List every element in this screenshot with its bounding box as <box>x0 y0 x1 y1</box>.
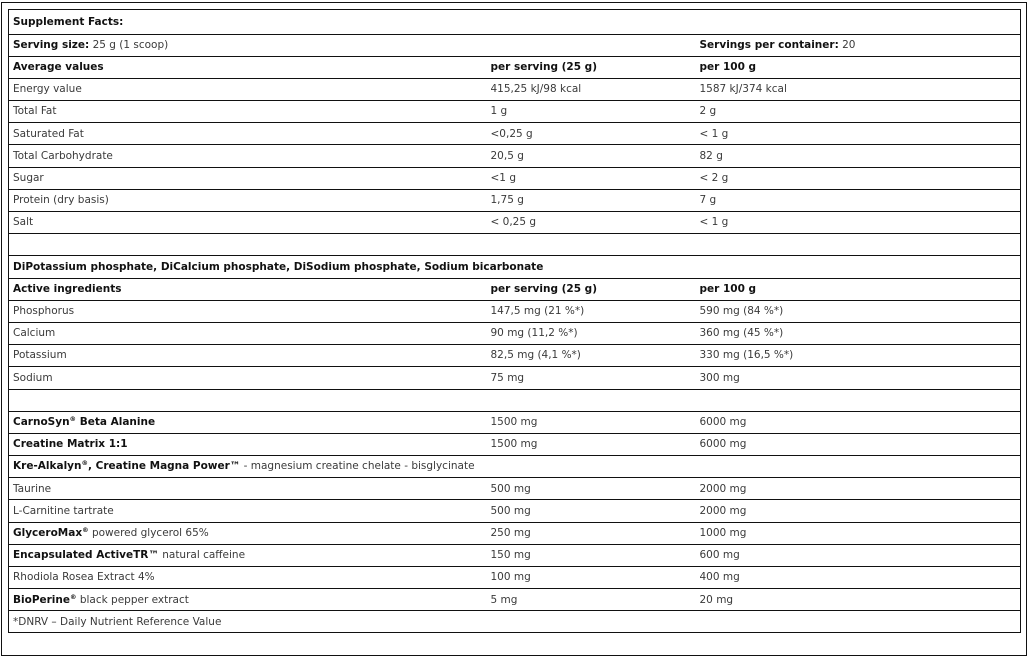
per-100g-value: 6000 mg <box>696 411 1021 433</box>
ingredient-name: Calcium <box>9 322 487 344</box>
registered-mark: ® <box>82 525 89 534</box>
table-title: Supplement Facts: <box>9 10 1021 35</box>
ingredient-name <box>9 456 1021 478</box>
serving-size <box>9 34 696 56</box>
column-header-per-serving: per serving (25 g) <box>487 278 696 300</box>
per-100g-value: 20 mg <box>696 589 1021 611</box>
spacer-row <box>9 234 1021 256</box>
servings-per-container-label: Servings per container: <box>699 38 839 51</box>
table-row <box>9 123 1021 145</box>
per-serving-value: 150 mg <box>487 544 696 566</box>
table-row <box>9 101 1021 123</box>
column-header-per-serving: per serving (25 g) <box>487 56 696 78</box>
ingredient-description: black pepper extract <box>76 593 189 606</box>
ingredient-brand: Encapsulated ActiveTR™ <box>13 549 159 562</box>
ingredient-name <box>9 433 487 455</box>
per-100g-value: 300 mg <box>696 367 1021 389</box>
per-100g-value: < 1 g <box>696 212 1021 234</box>
table-row <box>9 300 1021 322</box>
ingredient-name: Total Carbohydrate <box>9 145 487 167</box>
per-serving-value: 1,75 g <box>487 189 696 211</box>
per-100g-value: 360 mg (45 %*) <box>696 322 1021 344</box>
per-serving-value: 1500 mg <box>487 411 696 433</box>
ingredient-name: Protein (dry basis) <box>9 189 487 211</box>
registered-mark: ® <box>70 592 77 601</box>
ingredient-description: powered glycerol 65% <box>88 526 209 539</box>
active-rows <box>9 411 1021 611</box>
table-row <box>9 167 1021 189</box>
per-100g-value: 2000 mg <box>696 478 1021 500</box>
serving-size-label: Serving size: <box>13 38 90 51</box>
footnote: *DNRV – Daily Nutrient Reference Value <box>13 615 222 628</box>
per-100g-value: 400 mg <box>696 567 1021 589</box>
ingredient-name: Sodium <box>9 367 487 389</box>
column-header-per-100g: per 100 g <box>696 56 1021 78</box>
per-serving-value: 415,25 kJ/98 kcal <box>487 78 696 100</box>
per-serving-value: < 0,25 g <box>487 212 696 234</box>
ingredient-name <box>9 567 487 589</box>
table-row <box>9 567 1021 589</box>
table-row <box>9 78 1021 100</box>
ingredient-name: Phosphorus <box>9 300 487 322</box>
footnote-row <box>9 611 1021 633</box>
ingredient-name <box>9 522 487 544</box>
ingredient-description: Rhodiola Rosea Extract 4% <box>13 571 155 584</box>
ingredient-brand: BioPerine <box>13 593 71 606</box>
table-row <box>9 478 1021 500</box>
ingredient-description: Taurine <box>13 482 52 495</box>
table-row <box>9 145 1021 167</box>
table-row <box>9 345 1021 367</box>
per-serving-value: 82,5 mg (4,1 %*) <box>487 345 696 367</box>
spacer-row <box>9 389 1021 411</box>
per-100g-value: 2000 mg <box>696 500 1021 522</box>
ingredient-name <box>9 500 487 522</box>
per-serving-value: 75 mg <box>487 367 696 389</box>
servings-per-container-value: 20 <box>838 38 856 51</box>
table-row <box>9 212 1021 234</box>
per-serving-value: 250 mg <box>487 522 696 544</box>
per-100g-value: 7 g <box>696 189 1021 211</box>
ingredient-description: natural caffeine <box>158 549 246 562</box>
per-serving-value: 5 mg <box>487 589 696 611</box>
per-serving-value: <1 g <box>487 167 696 189</box>
mineral-blend-row <box>9 256 1021 278</box>
ingredient-name: Saturated Fat <box>9 123 487 145</box>
nutrition-rows <box>9 78 1021 233</box>
ingredient-brand: Kre-Alkalyn <box>13 460 82 473</box>
ingredient-brand: Creatine Matrix 1:1 <box>13 438 128 451</box>
ingredient-name: Total Fat <box>9 101 487 123</box>
per-serving-value: 90 mg (11,2 %*) <box>487 322 696 344</box>
per-serving-value: 147,5 mg (21 %*) <box>487 300 696 322</box>
per-serving-value: 1 g <box>487 101 696 123</box>
per-100g-value: 2 g <box>696 101 1021 123</box>
ingredient-brand-rest: Beta Alanine <box>76 416 156 429</box>
table-row <box>9 322 1021 344</box>
supplement-facts-table <box>8 9 1021 633</box>
table-row <box>9 411 1021 433</box>
per-100g-value: 1587 kJ/374 kcal <box>696 78 1021 100</box>
ingredient-name: Energy value <box>9 78 487 100</box>
nutrition-header-row <box>9 56 1021 78</box>
ingredient-name: Potassium <box>9 345 487 367</box>
column-header-label: Average values <box>9 56 487 78</box>
ingredient-description: L-Carnitine tartrate <box>13 504 114 517</box>
per-serving-value: 1500 mg <box>487 433 696 455</box>
ingredient-name <box>9 478 487 500</box>
serving-row <box>9 34 1021 56</box>
table-row <box>9 544 1021 566</box>
ingredient-brand-rest: , Creatine Magna Power™ <box>88 460 241 473</box>
ingredient-name: Sugar <box>9 167 487 189</box>
title-row <box>9 10 1021 35</box>
table-row <box>9 456 1021 478</box>
registered-mark: ® <box>69 415 77 424</box>
registered-mark: ® <box>81 459 89 468</box>
serving-size-value: 25 g (1 scoop) <box>89 38 169 51</box>
ingredient-brand: CarnoSyn <box>13 416 70 429</box>
table-row <box>9 500 1021 522</box>
per-serving-value: 20,5 g <box>487 145 696 167</box>
table-row <box>9 589 1021 611</box>
ingredient-brand: GlyceroMax <box>13 526 83 539</box>
per-100g-value: 1000 mg <box>696 522 1021 544</box>
per-100g-value: < 1 g <box>696 123 1021 145</box>
table-row <box>9 522 1021 544</box>
table-row <box>9 189 1021 211</box>
ingredient-name: Salt <box>9 212 487 234</box>
per-serving-value: 100 mg <box>487 567 696 589</box>
minerals-header-row <box>9 278 1021 300</box>
ingredient-name <box>9 411 487 433</box>
servings-per-container <box>696 34 1021 56</box>
per-100g-value: 6000 mg <box>696 433 1021 455</box>
per-100g-value: 600 mg <box>696 544 1021 566</box>
per-serving-value: <0,25 g <box>487 123 696 145</box>
per-100g-value: 82 g <box>696 145 1021 167</box>
table-row <box>9 433 1021 455</box>
ingredient-description: - magnesium creatine chelate - bisglycinate <box>240 460 475 473</box>
per-serving-value: 500 mg <box>487 478 696 500</box>
mineral-blend-title: DiPotassium phosphate, DiCalcium phosphate, DiSodium phosphate, Sodium bicarbonate <box>9 256 1021 278</box>
column-header-per-100g: per 100 g <box>696 278 1021 300</box>
table-row <box>9 367 1021 389</box>
column-header-label: Active ingredients <box>9 278 487 300</box>
per-100g-value: 330 mg (16,5 %*) <box>696 345 1021 367</box>
per-100g-value: < 2 g <box>696 167 1021 189</box>
ingredient-name <box>9 544 487 566</box>
per-100g-value: 590 mg (84 %*) <box>696 300 1021 322</box>
ingredient-name <box>9 589 487 611</box>
mineral-rows <box>9 300 1021 389</box>
per-serving-value: 500 mg <box>487 500 696 522</box>
